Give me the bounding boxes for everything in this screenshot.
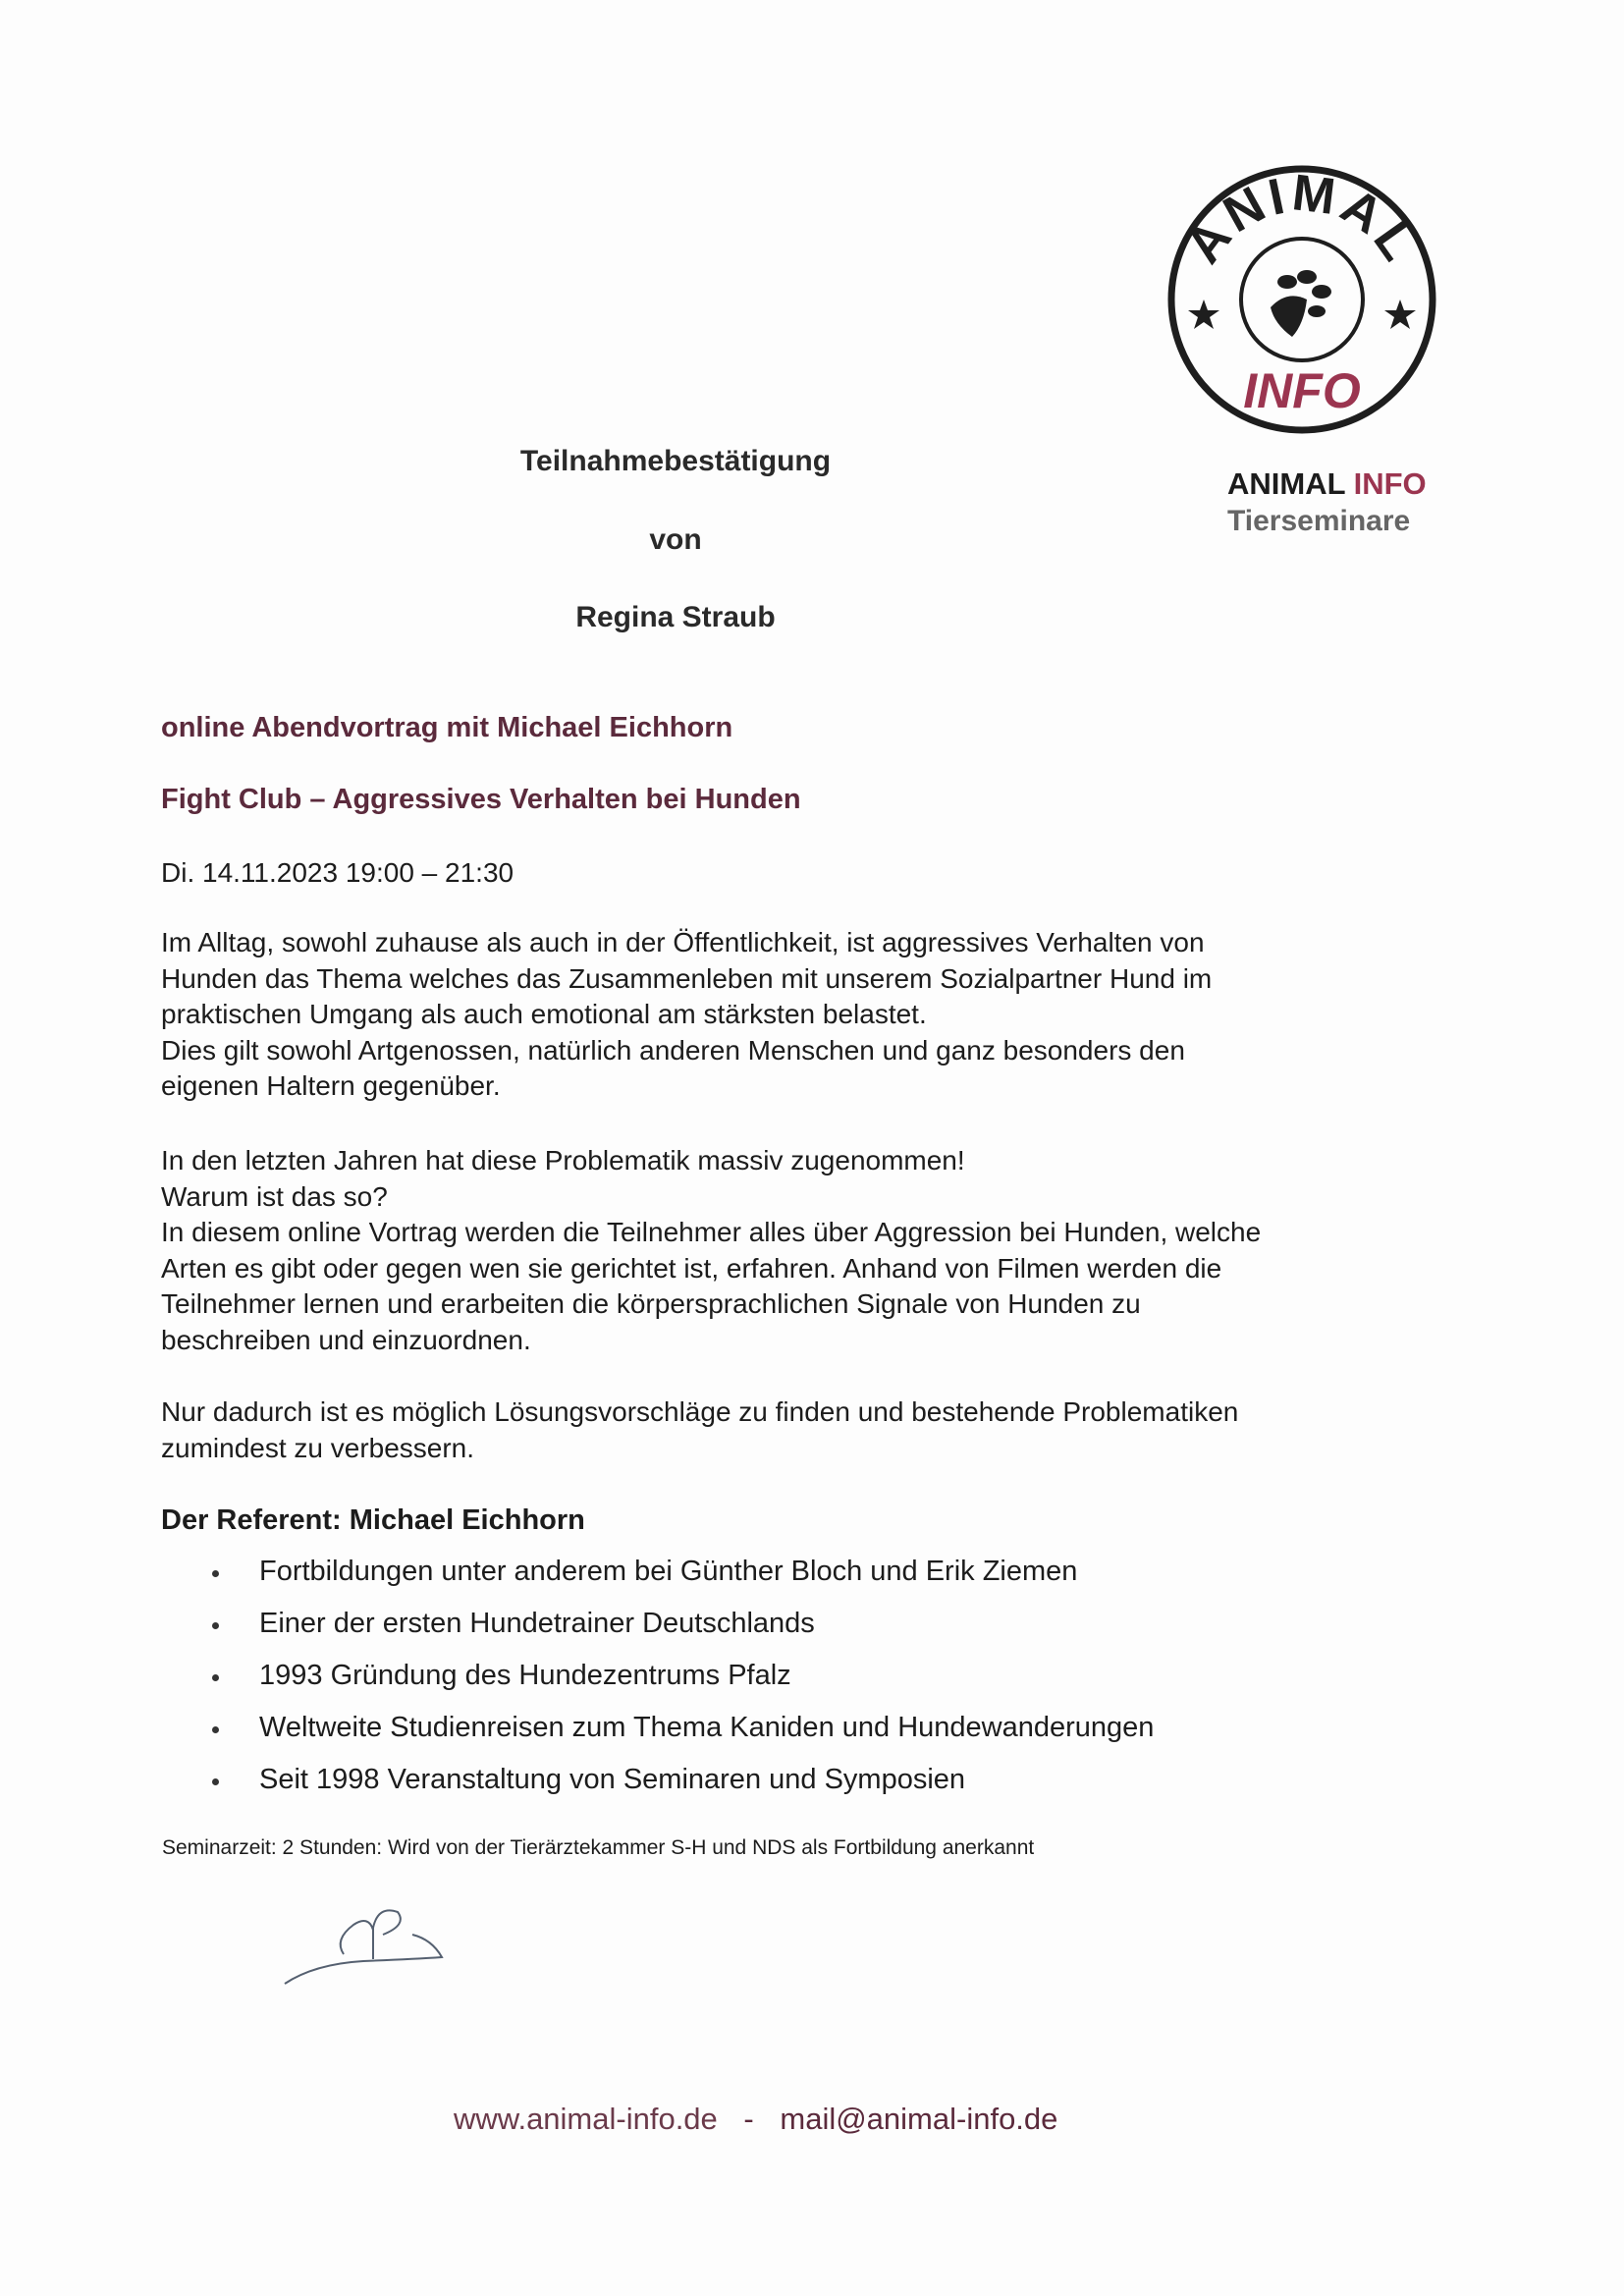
line: Dies gilt sowohl Artgenossen, natürlich anderen Menschen und ganz besonders den [161, 1034, 1185, 1066]
brand-dark: ANIMAL [1227, 466, 1345, 501]
paragraph-1 [161, 925, 1536, 1105]
bullet-icon [212, 1778, 219, 1785]
line: Nur dadurch ist es möglich Lösungsvorschläge zu finden und bestehende Problematiken [161, 1396, 1239, 1427]
website-link[interactable]: www.animal-info.de [454, 2102, 718, 2136]
line: Im Alltag, sowohl zuhause als auch in der Öffentlichkeit, ist aggressives Verhalten von [161, 927, 1205, 957]
event-date: Di. 14.11.2023 19:00 – 21:30 [161, 857, 514, 888]
brand-accent: INFO [1353, 466, 1427, 501]
von-label: von [649, 523, 702, 556]
signature [275, 1900, 491, 2003]
svg-text:ANIMAL: ANIMAL [1174, 164, 1430, 274]
event-title: Fight Club – Aggressives Verhalten bei Hunden [161, 784, 801, 815]
bullet-icon [212, 1674, 219, 1681]
paragraph-2 [161, 1143, 1536, 1358]
bullet-icon [212, 1622, 219, 1629]
animal-info-logo [1164, 162, 1439, 437]
line: eigenen Haltern gegenüber. [161, 1070, 501, 1101]
line: zumindest zu verbessern. [161, 1432, 475, 1463]
bullet-icon [212, 1570, 219, 1577]
document-title: Teilnahmebestätigung [519, 445, 832, 477]
line: Warum ist das so? [161, 1180, 388, 1212]
list-item-text: Weltweite Studienreisen zum Thema Kaniden und Hundewanderungen [259, 1712, 1155, 1743]
line: praktischen Umgang als auch emotional am stärksten belastet. [161, 999, 927, 1029]
list-item-text: Fortbildungen unter anderem bei Günther Bloch und Erik Ziemen [259, 1556, 1078, 1587]
brand-name [1227, 466, 1427, 502]
line: Arten es gibt oder gegen wen sie gerichtet ist, erfahren. Anhand von Filmen werden die [161, 1252, 1222, 1284]
brand-subtitle: Tierseminare [1227, 505, 1411, 537]
line: beschreiben und einzuordnen. [161, 1324, 531, 1355]
footer-separator: - [743, 2102, 754, 2136]
list-item-text: Seit 1998 Veranstaltung von Seminaren und Symposien [259, 1764, 966, 1795]
email-link[interactable]: mail@animal-info.de [780, 2102, 1058, 2136]
bullet-icon [212, 1726, 219, 1733]
line: In den letzten Jahren hat diese Problematik massiv zugenommen! [161, 1145, 965, 1175]
participant-name: Regina Straub [575, 601, 776, 633]
event-type: online Abendvortrag mit Michael Eichhorn [161, 712, 733, 743]
referent-heading: Der Referent: Michael Eichhorn [161, 1504, 585, 1536]
svg-text:INFO: INFO [1243, 363, 1361, 418]
line: In diesem online Vortrag werden die Teilnehmer alles über Aggression bei Hunden, welche [161, 1217, 1262, 1247]
paragraph-3 [161, 1394, 1536, 1466]
line: Hunden das Thema welches das Zusammenleben mit unserem Sozialpartner Hund im [161, 962, 1213, 994]
footer [454, 2102, 1057, 2137]
list-item-text: 1993 Gründung des Hundezentrums Pfalz [259, 1660, 791, 1691]
line: Teilnehmer lernen und erarbeiten die körpersprachlichen Signale von Hunden zu [161, 1288, 1141, 1319]
paw-print-icon [1271, 270, 1331, 337]
list-item-text: Einer der ersten Hundetrainer Deutschlands [259, 1608, 815, 1639]
seminar-time-note: Seminarzeit: 2 Stunden: Wird von der Tierärztekammer S-H und NDS als Fortbildung anerkannt [162, 1836, 1035, 1859]
